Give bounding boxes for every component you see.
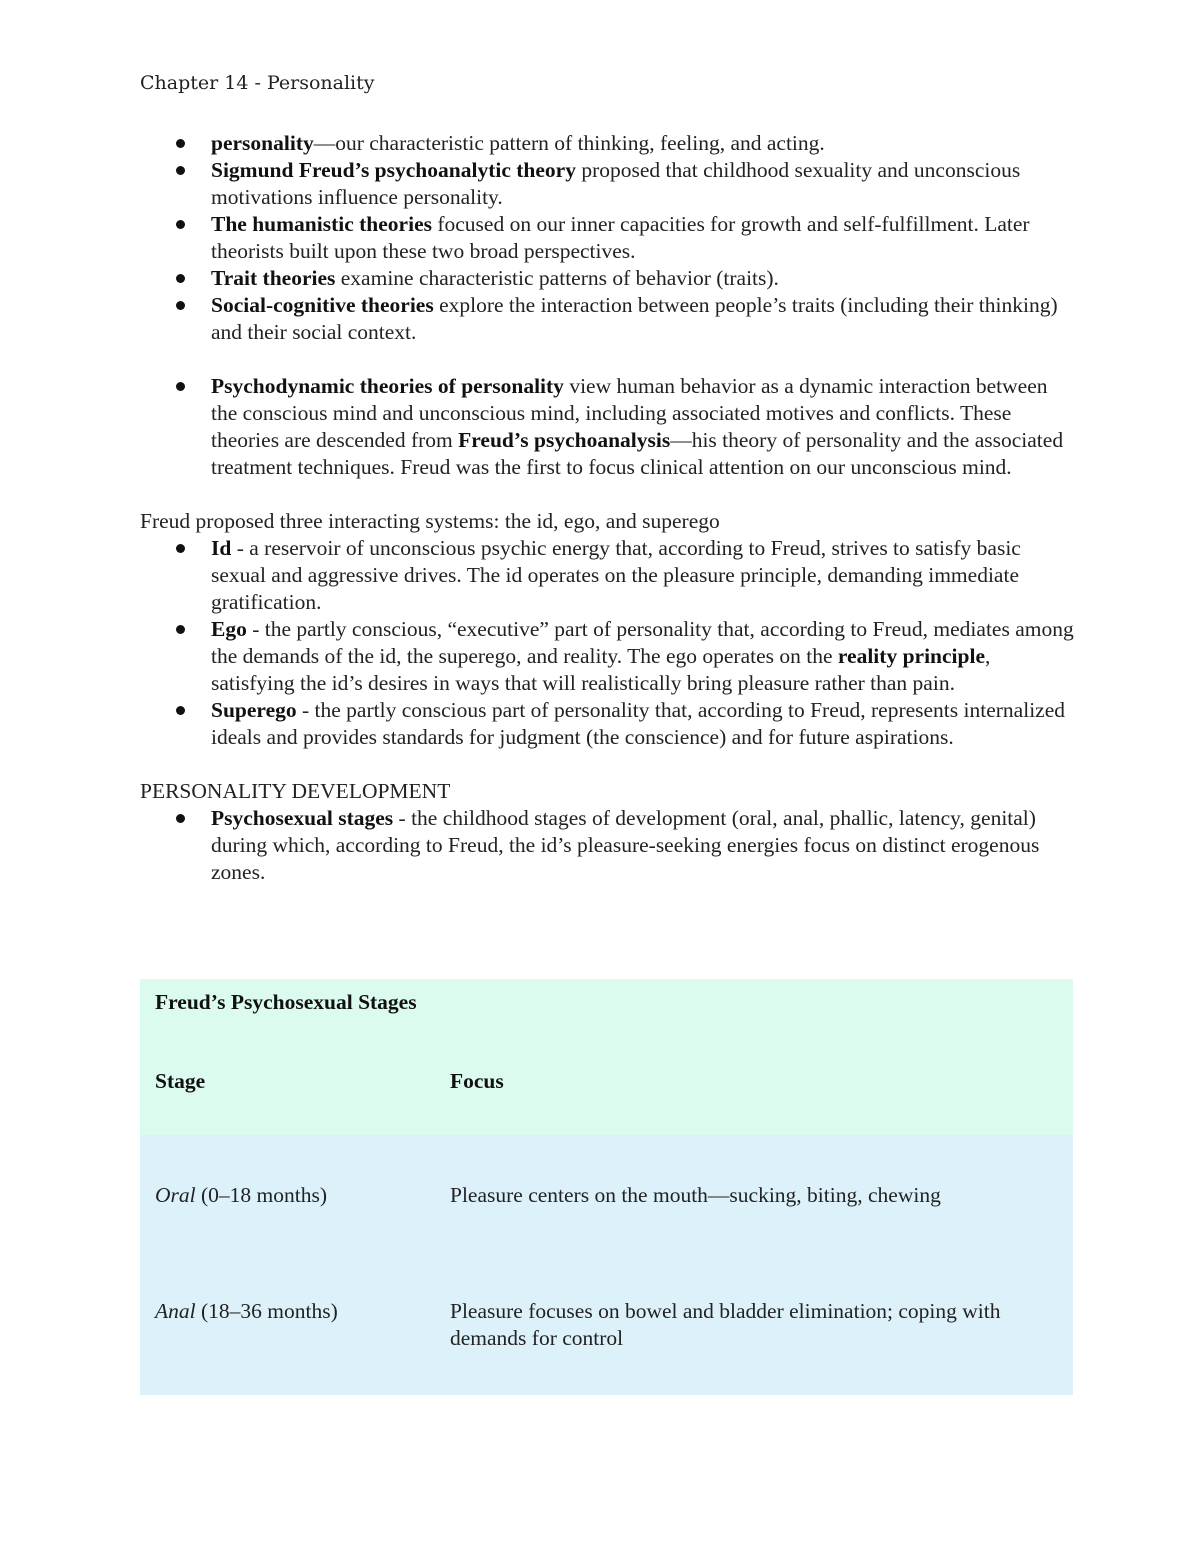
definition: - the partly conscious part of personality that, according to Freud, represents internalized ideals and provides standards for judgment (the conscience) and for future aspirations. <box>211 698 1065 749</box>
list-item-psychodynamic <box>140 373 1075 481</box>
term: personality <box>211 131 314 155</box>
term: Freud’s psychoanalysis <box>458 428 671 452</box>
term: Ego <box>211 617 247 641</box>
table-header <box>140 979 1073 1135</box>
definition: examine characteristic patterns of behavior (traits). <box>335 266 779 290</box>
term: Superego <box>211 698 297 722</box>
document-page <box>140 70 1075 886</box>
list-item <box>140 265 1075 292</box>
list-item-psychosexual <box>140 805 1075 886</box>
column-header-focus: Focus <box>450 1069 504 1093</box>
term: Trait theories <box>211 266 336 290</box>
definition: , satisfying the id’s desires in ways that will realistically bring pleasure rather than pain. <box>211 644 991 695</box>
list-item-ego <box>140 616 1075 697</box>
definition: —his theory of personality and the associated treatment techniques. Freud was the first to focus clinical attention on our unconscious mind. <box>211 428 1064 479</box>
term: Social-cognitive theories <box>211 293 434 317</box>
systems-bullet-list <box>140 535 1075 751</box>
table-cell-focus: Pleasure focuses on bowel and bladder elimination; coping with demands for control <box>450 1299 1001 1350</box>
stage-age: (18–36 months) <box>195 1299 338 1323</box>
stage-name: Oral <box>155 1183 196 1207</box>
definition: - a reservoir of unconscious psychic energy that, according to Freud, strives to satisfy basic sexual and aggressive drives. The id operates on the pleasure principle, demanding immediate gratification. <box>211 536 1021 614</box>
term: reality principle <box>837 644 985 668</box>
list-item <box>140 211 1075 265</box>
stage-age: (0–18 months) <box>195 1183 328 1207</box>
definition: - the partly conscious, “executive” part of personality that, according to Freud, mediates among the demands of the id, the superego, and reality. The ego operates on the <box>211 617 1074 668</box>
definition: explore the interaction between people’s traits (including their thinking) and their social context. <box>211 293 1058 344</box>
intro-bullet-list <box>140 130 1075 481</box>
term: Psychosexual stages <box>211 806 394 830</box>
development-bullet-list <box>140 805 1075 886</box>
definition: proposed that childhood sexuality and unconscious motivations influence personality. <box>211 158 1021 209</box>
table-cell-stage <box>155 1182 435 1209</box>
list-item <box>140 157 1075 211</box>
column-header-stage: Stage <box>155 1069 206 1093</box>
term: Psychodynamic theories of personality <box>211 374 564 398</box>
term: Id <box>211 536 232 560</box>
table-title: Freud’s Psychosexual Stages <box>155 990 417 1014</box>
list-item-superego <box>140 697 1075 751</box>
table-cell-stage <box>155 1298 435 1325</box>
psychosexual-stages-table <box>140 979 1073 1395</box>
definition: —our characteristic pattern of thinking, feeling, and acting. <box>313 131 825 155</box>
section-heading: PERSONALITY DEVELOPMENT <box>140 779 451 803</box>
term: Sigmund Freud’s psychoanalytic theory <box>211 158 576 182</box>
chapter-title: Chapter 14 - Personality <box>140 72 375 94</box>
list-item <box>140 130 1075 157</box>
definition: view human behavior as a dynamic interaction between the conscious mind and unconscious mind, including associated motives and conflicts. These theories are descended from <box>211 374 1048 452</box>
stage-name: Anal <box>155 1299 196 1323</box>
definition: - the childhood stages of development (oral, anal, phallic, latency, genital) during which, according to Freud, the id’s pleasure-seeking energies focus on distinct erogenous zones. <box>211 806 1040 884</box>
table-cell-focus: Pleasure centers on the mouth—sucking, biting, chewing <box>450 1183 941 1207</box>
term: The humanistic theories <box>211 212 432 236</box>
systems-intro: Freud proposed three interacting systems: the id, ego, and superego <box>140 509 720 533</box>
table-body <box>140 1135 1073 1395</box>
list-item <box>140 292 1075 346</box>
list-item-id <box>140 535 1075 616</box>
definition: focused on our inner capacities for growth and self-fulfillment. Later theorists built upon these two broad perspectives. <box>211 212 1030 263</box>
